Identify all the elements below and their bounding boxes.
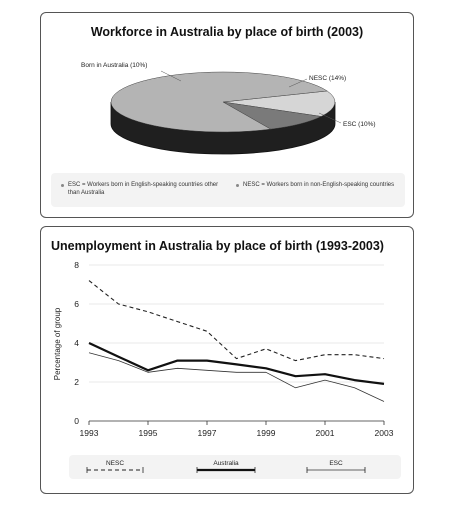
pie-legend — [51, 173, 405, 207]
pie-slice-label: NESC (14%) — [309, 75, 347, 82]
series-line-australia — [89, 343, 384, 384]
series-line-nesc — [89, 281, 384, 361]
pie-legend-nesc-text: NESC = Workers born in non-English-speaking countries — [243, 182, 395, 188]
pie-chart-panel — [40, 12, 414, 218]
pie-legend-nesc — [236, 181, 406, 189]
legend-label-esc: ESC — [329, 460, 343, 467]
pie-slice-label: ESC (10%) — [343, 121, 376, 128]
pie-legend-esc — [61, 181, 231, 197]
x-tick-label: 1995 — [138, 428, 158, 438]
pie-legend-esc-text: ESC = Workers born in English-speaking countries other than Australia — [68, 182, 219, 196]
pie-chart-title: Workforce in Australia by place of birth (2003) — [90, 25, 364, 39]
pie-slice-label: Born in Australia (10%) — [81, 62, 148, 69]
legend-label-australia: Australia — [213, 460, 239, 467]
y-tick-label: 6 — [74, 299, 79, 309]
y-tick-label: 4 — [74, 338, 79, 348]
line-chart-title: Unemployment in Australia by place of birth (1993-2003) — [51, 239, 384, 253]
y-tick-label: 8 — [74, 260, 79, 270]
x-tick-label: 2003 — [374, 428, 394, 438]
legend-bullet — [61, 184, 64, 187]
legend-bullet — [236, 184, 239, 187]
line-legend — [69, 455, 401, 479]
x-tick-label: 2001 — [315, 428, 335, 438]
x-tick-label: 1999 — [256, 428, 276, 438]
y-axis-label: Percentage of group — [53, 307, 62, 381]
line-chart-panel — [40, 226, 414, 494]
y-tick-label: 2 — [74, 377, 79, 387]
y-tick-label: 0 — [74, 416, 79, 426]
legend-label-nesc: NESC — [105, 460, 125, 467]
x-tick-label: 1993 — [79, 428, 99, 438]
line-legend-graphic — [69, 455, 401, 479]
x-tick-label: 1997 — [197, 428, 217, 438]
